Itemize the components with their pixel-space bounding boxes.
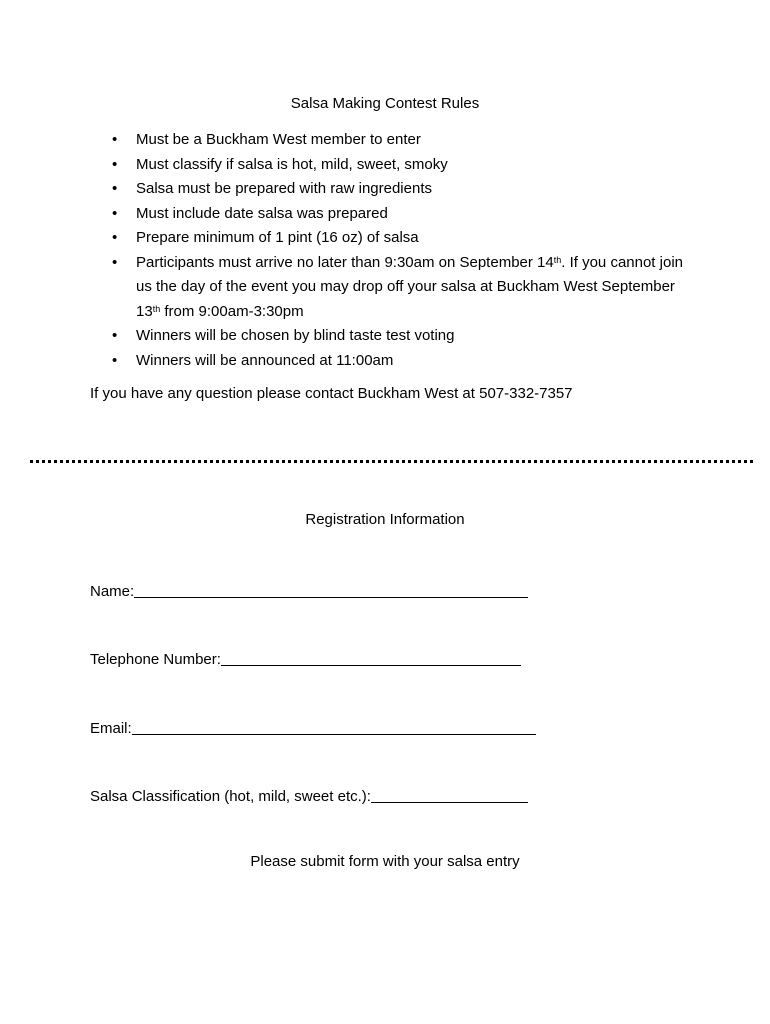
arrival-text-3: from 9:00am-3:30pm <box>160 302 304 320</box>
bullet-icon: • <box>112 327 118 344</box>
bullet-icon: • <box>112 351 118 369</box>
bullet-icon: • <box>112 204 118 222</box>
email-label: Email: <box>90 720 132 737</box>
ordinal-suffix: th <box>152 303 161 314</box>
rule-item <box>112 349 692 374</box>
rule-item <box>112 202 692 227</box>
registration-title: Registration Information <box>305 511 465 528</box>
name-label: Name: <box>90 583 135 600</box>
cut-line-divider <box>30 460 753 463</box>
rule-text: Must be a Buckham West member to enter <box>136 131 421 148</box>
rule-item <box>112 177 692 202</box>
rule-item <box>112 128 692 153</box>
bullet-icon: • <box>112 229 118 246</box>
salsa-classification-blank-line[interactable] <box>371 786 528 803</box>
salsa-classification-field[interactable] <box>90 785 528 805</box>
contact-line: If you have any question please contact Buckham West at 507-332-7357 <box>90 385 573 402</box>
arrival-text-1: Participants must arrive no later than 9:30am on September 14 <box>136 253 554 271</box>
rule-text: Winners will be announced at 11:00am <box>136 351 394 369</box>
name-field[interactable] <box>90 580 528 600</box>
rule-item <box>112 153 692 178</box>
rule-text: Salsa must be prepared with raw ingredients <box>136 180 432 197</box>
telephone-label: Telephone Number: <box>90 651 221 668</box>
rule-item-arrival <box>112 251 692 325</box>
rule-text: Winners will be chosen by blind taste test voting <box>136 327 455 344</box>
rules-title: Salsa Making Contest Rules <box>290 95 480 112</box>
email-field[interactable] <box>90 717 536 737</box>
rule-text: Must include date salsa was prepared <box>136 204 388 222</box>
email-blank-line[interactable] <box>132 718 536 735</box>
rule-text: Prepare minimum of 1 pint (16 oz) of salsa <box>136 229 419 246</box>
telephone-field[interactable] <box>90 648 521 668</box>
bullet-icon: • <box>112 253 118 271</box>
telephone-blank-line[interactable] <box>221 649 521 666</box>
bullet-icon: • <box>112 131 118 148</box>
ordinal-suffix: th <box>553 254 562 265</box>
arrival-text-2: . If you cannot join us the day of the event you may drop off your salsa at Buckham West September 13 <box>136 253 683 320</box>
rule-item <box>112 226 692 251</box>
rules-list <box>112 128 692 373</box>
salsa-classification-label: Salsa Classification (hot, mild, sweet etc.): <box>90 788 371 805</box>
rule-text: Must classify if salsa is hot, mild, sweet, smoky <box>136 155 448 173</box>
bullet-icon: • <box>112 155 118 173</box>
bullet-icon: • <box>112 180 118 197</box>
rule-item <box>112 324 692 349</box>
submit-instruction: Please submit form with your salsa entry <box>250 853 520 870</box>
name-blank-line[interactable] <box>134 581 528 598</box>
